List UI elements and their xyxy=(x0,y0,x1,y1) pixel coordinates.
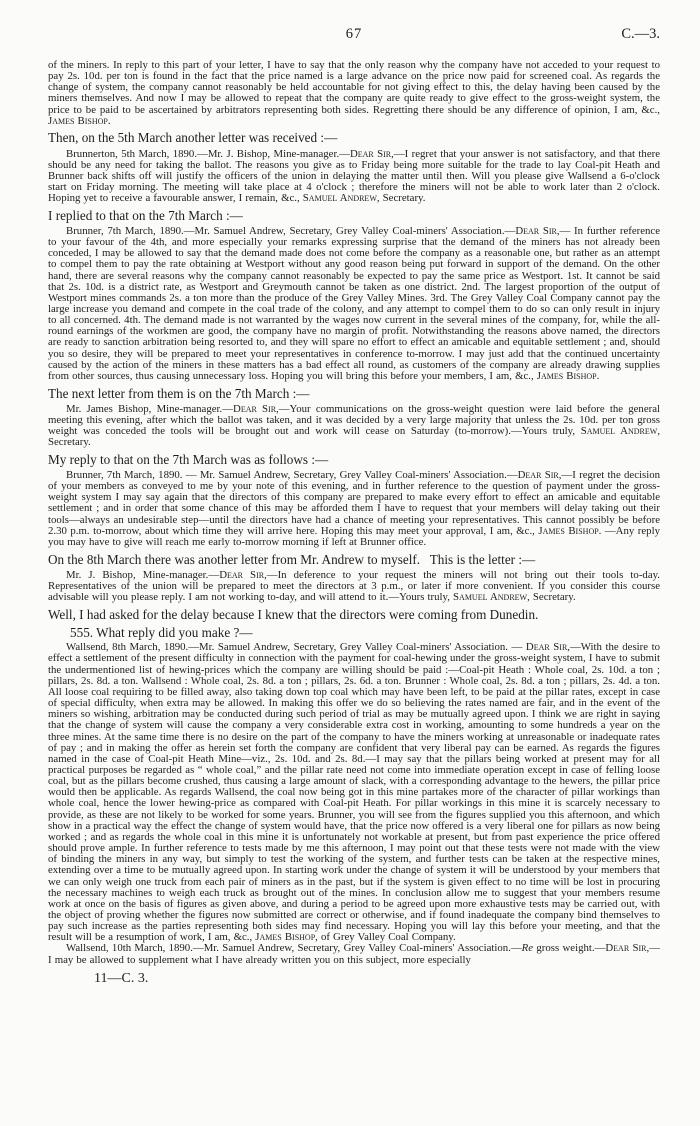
letter-union-8th-march: Mr. J. Bishop, Mine-manager.—Dear Sir,—In deference to your request the miners will not bring out their tools to-day. Representatives of the union will be prepared to meet the directors at 3 p.m., or later if more convenient. If you consider this course advisable will you please reply. I am not working to-day, and will attend to it.—Yours truly, Samuel Andrew, Secretary. xyxy=(48,568,661,603)
letter-brunnerton-5th-march: Brunnerton, 5th March, 1890.—Mr. J. Bishop, Mine-manager.—Dear Sir,—I regret that your answer is not satisfactory, and that there should be any need for taking the ballot. The reasons you give as to Friday being more suitable for the trade to lay Coal-pit Heath and Brunner back shifts off will justify the officers of the union in delaying the matter until then. Will you please give Wallsend a 6-o'clock start on Friday morning. The meeting will take place at 4 o'clock ; therefore the miners will not be able to work later than 2 o'clock. Hoping yet to receive a favourable answer, I remain, &c., Samuel Andrew, Secretary. xyxy=(48,147,661,205)
letter-brunner-7th-march-second: Brunner, 7th March, 1890. — Mr. Samuel Andrew, Secretary, Grey Valley Coal-miners' Association.—Dear Sir,—I regret the decision of your members as conveyed to me by your note of this evening, and in further reference to the question of payment under the gross-weight system I may say again that the directors of this company are prepared to make every effort to effect an amicable and equitable settlement ; and in order that some chance of this may be afforded them I have to request that your members will delay taking out their tools—always an undesirable step—until the directors have had a chance of meeting your representatives. This cannot possibly be before 2.30 p.m. to-morrow, about which time they will arrive here. Hoping this may meet your approval, I am, &c., James Bishop. —Any reply you may have to give will reach me early to-morrow morning if left at Brunner office. xyxy=(48,468,661,548)
letter-brunner-7th-march-reply: Brunner, 7th March, 1890.—Mr. Samuel Andrew, Secretary, Grey Valley Coal-miners' Association.—Dear Sir,— In further reference to your favour of the 4th, and more especially your remarks expressing surprise that the demand of the miners has not already been conceded, I may be allowed to say that the demand made does not come before the company as a reasonable one, but rather as an attempt to compel them to pay the rate obtaining at Westport without any good reason being put forward in support of the demand. On the other hand, there are several reasons why the company cannot reasonably be expected to pay the same price as Westport. 1st. It cannot be said that 2s. 10d. is a district rate, as Westport and Greymouth cannot be taken as one district. 2nd. The largest proportion of the output of Westport mines commands 2s. a ton more than the produce of the Grey Valley Mines. 3rd. The Grey Valley Coal Company cannot pay the large increase you demand and compete in the coal trade of the colony, and any attempt to compel them to do so can only result in injury to all concerned. 4th. The demand made is not warranted by the wages now current in the several mines of the company, for, while the all-round earnings of the workmen are good, the company have no margin of profit. Notwithstanding the reasons above named, the directors are ready to sanction arbitration being resorted to, and they will spare no effort to effect an amicable and equitable settlement ; and, should you so desire, they will be prepared to meet your representatives in conference to-morrow. I may just add that the continued uncertainty caused by the action of the miners in these matters has a bad effect all round, as customers of the company are already drawing supplies from other sources, thus causing unnecessary loss. Hoping you will bring this before your members, I am, &c., James Bishop. xyxy=(48,224,660,382)
question-555: 555. What reply did you make ?— xyxy=(70,624,253,640)
page-header xyxy=(48,26,660,46)
testimony-then-5th-march: Then, on the 5th March another letter was received :— xyxy=(48,130,338,146)
paper-code: C.—3. xyxy=(621,26,660,42)
testimony-next-letter-7th-march: The next letter from them is on the 7th March :— xyxy=(48,385,310,401)
testimony-8th-march-letter: On the 8th March there was another letter from Mr. Andrew to myself. This is the letter :— xyxy=(48,551,536,567)
letter-wallsend-10th-march: Wallsend, 10th March, 1890.—Mr. Samuel Andrew, Secretary, Grey Valley Coal-miners' Association.—Re gross weight.—Dear Sir,—I may be allowed to supplement what I have already written you on this subject, more especially xyxy=(48,942,660,966)
testimony-delay-dunedin: Well, I had asked for the delay because I knew that the directors were coming from Dunedin. xyxy=(48,606,539,622)
letter-wallsend-8th-march: Wallsend, 8th March, 1890.—Mr. Samuel Andrew, Secretary, Grey Valley Coal-miners' Association. — Dear Sir,—With the desire to effect a settlement of the present difficulty in connection with the payment for coal-hewing under the gross-weight system, I have to submit the undermentioned list of hewing-prices which the company are willing should be paid :—Coal-pit Heath : Whole coal, 2s. 10d. a ton ; pillars, 2s. 8d. a ton. Wallsend : Whole coal, 2s. 8d. a ton ; pillars, 2s. 6d. a ton. Brunner : Whole coal, 2s. 8d. a ton ; pillars, 2s. 4d. a ton. All loose coal requiring to be filled away, also taking down top coal which may have been left, to be paid at the pillar rates, except in case of special difficulty, when extra may be allowed. In making this offer we do so believing the rates named are fair, and in the event of the miners so wishing, arbitration may be conducted during such period of trial as may be mutually agreed upon. I think we are right in saying that the change of system will cause the company a very considerable extra cost in working, amounting to some hundreds a year on the three mines. At the same time there is no desire on the part of the company to have the miners working at unreasonable or inadequate rates of pay ; and in making the offer as herein set forth the company are confident that very liberal pay can be earned. As regards the figures named in the case of Coal-pit Heath Mine—viz., 2s. 10d. and 2s. 8d.—I may say that the pillars being worked at present may for all practical purposes be regarded as “ whole coal,” and the pillar rate need not come into immediate operation except in case of felling loose coal, but as the pillars become crushed, thus causing a large amount of slack, with a corresponding advantage to the hewers, the pillar price would then be applicable. As regards Wallsend, the coal now being got in this mine partakes more of the character of pillar workings than whole coal, hence the lower hewing-price as compared with Coal-pit Heath. For pillar workings in this mine it is scarcely necessary to provide, as these are not likely to be worked for some years. Brunner, you will see from the figures supplied you this afternoon, and which show in a practical way the effect the change of system would have, that the price now offered is a very liberal one for pillars as now being worked ; and as regards the whole coal in this mine it is unfortunately not workable at present, but from past experience the price offered should prove ample. In further reference to tests made by me this afternoon, I may point out that these tests were not made with the view of binding the miners in any way, but simply to test the working of the system, and further tests can be taken at the respective mines, extending over a time to be mutually agreed upon. In starting work under the change of system it will be understood by your members that we can only weigh one truck from each pair of miners as in the past, but if the system is given effect to no time will be lost in procuring the necessary machines to weigh each truck as brought out of the mines. In conclusion allow me to suggest that your members resume work at once on the basis of figures as given above, and during a period to be agreed upon more exhaustive tests may be carried out, with the object of proving whether the figures now submitted are correct or otherwise, and if found inadequate the company bind themselves to pay such increase as the parties representing both sides may find necessary. Hoping you will lay this before your meeting, and that the result will be a resumption of work, I am, &c., James Bishop, of Grey Valley Coal Company. xyxy=(48,641,661,944)
testimony-my-reply-7th-march: My reply to that on the 7th March was as follows :— xyxy=(48,451,329,467)
testimony-replied-7th-march: I replied to that on the 7th March :— xyxy=(48,207,243,223)
page-number: 67 xyxy=(345,26,363,42)
continued-letter-paragraph: of the miners. In reply to this part of your letter, I have to say that the only reason why the company have not acceded to your request to pay 2s. 10d. per ton is found in the fact that the price named is a large advance on the price now paid for screened coal. As regards the change of system, the company cannot reasonably be held accountable for not giving effect to this, the delay having been caused by the miners themselves. And now I may be allowed to repeat that the company are quite ready to give effect to the gross-weight system, the price to be paid to be ascertained by arbitrators representing both sides. Regretting there should be any difference of opinion, I am, &c., James Bishop. xyxy=(48,59,660,127)
letter-union-7th-march: Mr. James Bishop, Mine-manager.—Dear Sir,—Your communications on the gross-weight question were laid before the general meeting this evening, after which the ballot was taken, and it was decided by a very large majority that unless the 2s. 10d. per ton gross weight was conceded the tools will be brought out and work will cease on Saturday (to-morrow).—Yours truly, Samuel Andrew, Secretary. xyxy=(48,402,661,449)
page-signature: 11—C. 3. xyxy=(94,970,149,986)
